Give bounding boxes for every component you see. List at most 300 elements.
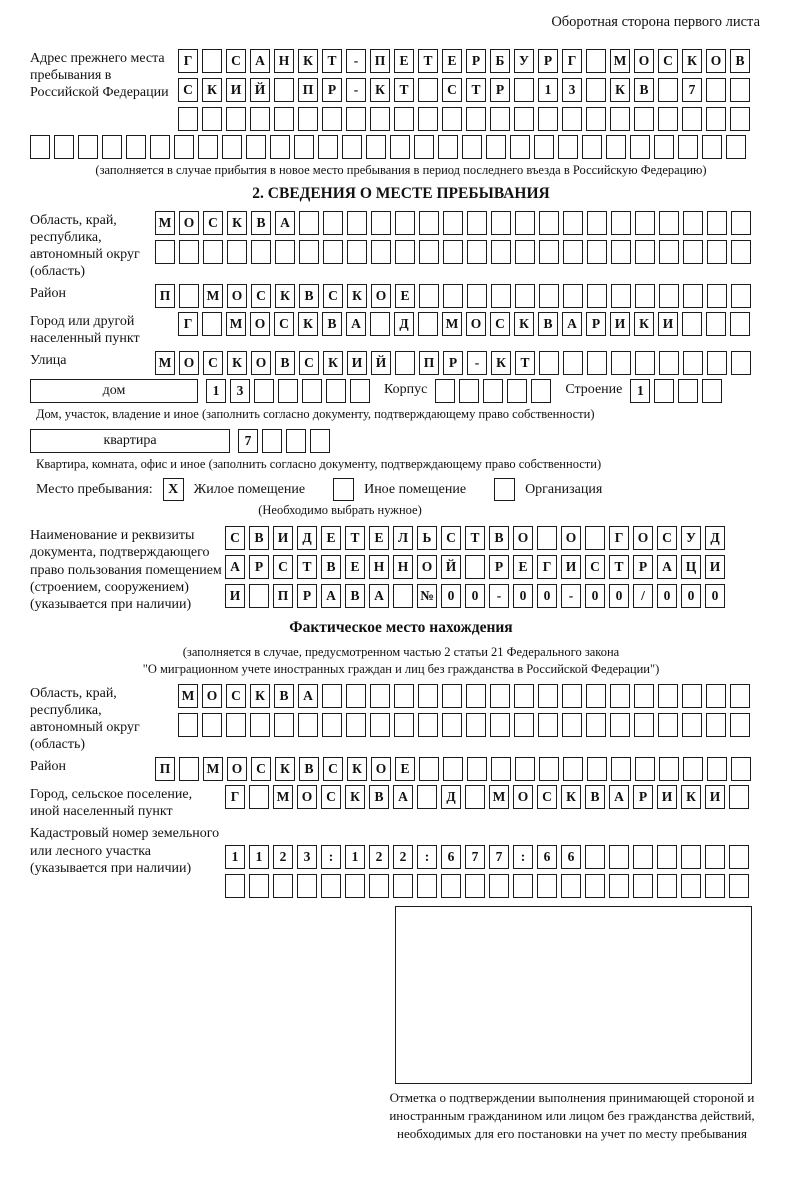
char-box[interactable]: К bbox=[681, 785, 701, 809]
char-box[interactable]: Р bbox=[586, 312, 606, 336]
char-box[interactable]: С bbox=[251, 757, 271, 781]
char-box[interactable]: Р bbox=[490, 78, 510, 102]
char-box[interactable] bbox=[562, 107, 582, 131]
char-box[interactable] bbox=[563, 284, 583, 308]
char-box[interactable] bbox=[585, 874, 605, 898]
char-box[interactable] bbox=[514, 78, 534, 102]
char-box[interactable]: С bbox=[203, 351, 223, 375]
char-box[interactable] bbox=[654, 135, 674, 159]
char-box[interactable] bbox=[491, 284, 511, 308]
char-box[interactable] bbox=[585, 845, 605, 869]
char-box[interactable] bbox=[419, 240, 439, 264]
char-box[interactable] bbox=[731, 757, 751, 781]
char-box[interactable] bbox=[538, 713, 558, 737]
char-box[interactable] bbox=[659, 284, 679, 308]
char-box[interactable] bbox=[731, 211, 751, 235]
char-box[interactable] bbox=[414, 135, 434, 159]
char-box[interactable] bbox=[729, 845, 749, 869]
char-box[interactable]: М bbox=[226, 312, 246, 336]
char-box[interactable] bbox=[515, 757, 535, 781]
char-box[interactable] bbox=[609, 845, 629, 869]
char-box[interactable]: У bbox=[681, 526, 701, 550]
char-box[interactable] bbox=[586, 107, 606, 131]
char-box[interactable]: 2 bbox=[273, 845, 293, 869]
char-box[interactable]: Н bbox=[369, 555, 389, 579]
char-box[interactable]: Т bbox=[466, 78, 486, 102]
char-box[interactable]: И bbox=[610, 312, 630, 336]
char-box[interactable] bbox=[226, 713, 246, 737]
char-box[interactable]: В bbox=[730, 49, 750, 73]
char-box[interactable] bbox=[489, 874, 509, 898]
char-box[interactable] bbox=[563, 211, 583, 235]
char-box[interactable]: Т bbox=[515, 351, 535, 375]
char-box[interactable] bbox=[150, 135, 170, 159]
char-box[interactable]: К bbox=[298, 49, 318, 73]
char-box[interactable]: С bbox=[323, 757, 343, 781]
char-box[interactable] bbox=[731, 284, 751, 308]
char-box[interactable] bbox=[250, 713, 270, 737]
char-box[interactable]: К bbox=[610, 78, 630, 102]
char-box[interactable] bbox=[298, 107, 318, 131]
char-box[interactable] bbox=[531, 379, 551, 403]
char-box[interactable]: О bbox=[251, 351, 271, 375]
checkbox-organization[interactable] bbox=[494, 478, 515, 501]
char-box[interactable] bbox=[563, 351, 583, 375]
char-box[interactable] bbox=[705, 845, 725, 869]
char-box[interactable] bbox=[702, 379, 722, 403]
char-box[interactable] bbox=[491, 211, 511, 235]
char-box[interactable] bbox=[418, 684, 438, 708]
char-box[interactable]: О bbox=[371, 757, 391, 781]
char-box[interactable] bbox=[274, 107, 294, 131]
char-box[interactable]: : bbox=[417, 845, 437, 869]
char-box[interactable]: О bbox=[633, 526, 653, 550]
char-box[interactable] bbox=[483, 379, 503, 403]
char-box[interactable] bbox=[657, 874, 677, 898]
char-box[interactable] bbox=[507, 379, 527, 403]
char-box[interactable] bbox=[275, 240, 295, 264]
char-box[interactable] bbox=[395, 351, 415, 375]
char-box[interactable] bbox=[419, 211, 439, 235]
char-box[interactable]: Д bbox=[394, 312, 414, 336]
char-box[interactable]: А bbox=[250, 49, 270, 73]
char-box[interactable] bbox=[347, 211, 367, 235]
char-box[interactable]: С bbox=[225, 526, 245, 550]
char-box[interactable]: С bbox=[321, 785, 341, 809]
char-box[interactable]: В bbox=[634, 78, 654, 102]
char-box[interactable]: С bbox=[226, 49, 246, 73]
char-box[interactable] bbox=[441, 874, 461, 898]
char-box[interactable] bbox=[419, 284, 439, 308]
char-box[interactable] bbox=[682, 107, 702, 131]
char-box[interactable] bbox=[534, 135, 554, 159]
char-box[interactable] bbox=[683, 351, 703, 375]
char-box[interactable] bbox=[563, 757, 583, 781]
char-box[interactable]: Р bbox=[249, 555, 269, 579]
char-box[interactable] bbox=[198, 135, 218, 159]
char-box[interactable]: И bbox=[658, 312, 678, 336]
char-box[interactable]: 2 bbox=[393, 845, 413, 869]
char-box[interactable] bbox=[657, 845, 677, 869]
char-box[interactable]: М bbox=[273, 785, 293, 809]
char-box[interactable]: Г bbox=[178, 49, 198, 73]
char-box[interactable] bbox=[658, 107, 678, 131]
char-box[interactable]: К bbox=[561, 785, 581, 809]
char-box[interactable]: С bbox=[299, 351, 319, 375]
char-box[interactable] bbox=[393, 874, 413, 898]
char-box[interactable]: С bbox=[658, 49, 678, 73]
char-box[interactable] bbox=[514, 713, 534, 737]
char-box[interactable]: № bbox=[417, 584, 437, 608]
char-box[interactable] bbox=[707, 240, 727, 264]
char-box[interactable] bbox=[683, 240, 703, 264]
char-box[interactable]: Е bbox=[513, 555, 533, 579]
char-box[interactable]: Е bbox=[345, 555, 365, 579]
char-box[interactable]: П bbox=[298, 78, 318, 102]
char-box[interactable] bbox=[322, 107, 342, 131]
char-box[interactable] bbox=[286, 429, 306, 453]
char-box[interactable]: С bbox=[274, 312, 294, 336]
char-box[interactable] bbox=[510, 135, 530, 159]
char-box[interactable] bbox=[418, 107, 438, 131]
char-box[interactable]: К bbox=[250, 684, 270, 708]
char-box[interactable] bbox=[465, 874, 485, 898]
char-box[interactable] bbox=[490, 107, 510, 131]
char-box[interactable] bbox=[659, 757, 679, 781]
char-box[interactable] bbox=[254, 379, 274, 403]
char-box[interactable] bbox=[587, 284, 607, 308]
char-box[interactable]: В bbox=[322, 312, 342, 336]
char-box[interactable]: О bbox=[227, 284, 247, 308]
char-box[interactable]: А bbox=[609, 785, 629, 809]
char-box[interactable]: - bbox=[489, 584, 509, 608]
char-box[interactable] bbox=[347, 240, 367, 264]
char-box[interactable]: 6 bbox=[537, 845, 557, 869]
char-box[interactable]: К bbox=[514, 312, 534, 336]
char-box[interactable]: В bbox=[249, 526, 269, 550]
char-box[interactable] bbox=[222, 135, 242, 159]
char-box[interactable] bbox=[418, 78, 438, 102]
char-box[interactable]: А bbox=[562, 312, 582, 336]
char-box[interactable] bbox=[681, 874, 701, 898]
char-box[interactable]: Р bbox=[322, 78, 342, 102]
char-box[interactable] bbox=[658, 684, 678, 708]
char-box[interactable] bbox=[390, 135, 410, 159]
char-box[interactable]: С bbox=[490, 312, 510, 336]
char-box[interactable] bbox=[126, 135, 146, 159]
char-box[interactable] bbox=[633, 874, 653, 898]
char-box[interactable]: 7 bbox=[682, 78, 702, 102]
char-box[interactable] bbox=[371, 211, 391, 235]
char-box[interactable] bbox=[251, 240, 271, 264]
char-box[interactable]: О bbox=[371, 284, 391, 308]
char-box[interactable] bbox=[586, 713, 606, 737]
char-box[interactable] bbox=[246, 135, 266, 159]
char-box[interactable] bbox=[658, 713, 678, 737]
char-box[interactable] bbox=[346, 684, 366, 708]
char-box[interactable] bbox=[299, 240, 319, 264]
char-box[interactable]: Т bbox=[394, 78, 414, 102]
char-box[interactable] bbox=[515, 284, 535, 308]
char-box[interactable] bbox=[302, 379, 322, 403]
char-box[interactable]: Ц bbox=[681, 555, 701, 579]
char-box[interactable] bbox=[466, 684, 486, 708]
char-box[interactable]: Е bbox=[369, 526, 389, 550]
char-box[interactable] bbox=[707, 351, 727, 375]
char-box[interactable]: О bbox=[179, 211, 199, 235]
char-box[interactable] bbox=[561, 874, 581, 898]
char-box[interactable]: А bbox=[657, 555, 677, 579]
char-box[interactable]: М bbox=[442, 312, 462, 336]
char-box[interactable] bbox=[227, 240, 247, 264]
char-box[interactable] bbox=[702, 135, 722, 159]
char-box[interactable] bbox=[539, 240, 559, 264]
char-box[interactable]: О bbox=[227, 757, 247, 781]
char-box[interactable]: И bbox=[273, 526, 293, 550]
char-box[interactable]: И bbox=[705, 555, 725, 579]
char-box[interactable]: Г bbox=[537, 555, 557, 579]
char-box[interactable] bbox=[249, 785, 269, 809]
char-box[interactable]: 0 bbox=[657, 584, 677, 608]
char-box[interactable] bbox=[634, 684, 654, 708]
char-box[interactable] bbox=[606, 135, 626, 159]
char-box[interactable]: Л bbox=[393, 526, 413, 550]
char-box[interactable] bbox=[346, 107, 366, 131]
char-box[interactable] bbox=[346, 713, 366, 737]
char-box[interactable]: 3 bbox=[562, 78, 582, 102]
char-box[interactable]: Р bbox=[297, 584, 317, 608]
char-box[interactable] bbox=[611, 211, 631, 235]
char-box[interactable] bbox=[417, 874, 437, 898]
char-box[interactable]: С bbox=[273, 555, 293, 579]
char-box[interactable]: П bbox=[155, 284, 175, 308]
char-box[interactable] bbox=[297, 874, 317, 898]
char-box[interactable] bbox=[250, 107, 270, 131]
char-box[interactable] bbox=[706, 312, 726, 336]
char-box[interactable]: 2 bbox=[369, 845, 389, 869]
char-box[interactable] bbox=[179, 757, 199, 781]
char-box[interactable]: О bbox=[513, 526, 533, 550]
char-box[interactable]: 0 bbox=[681, 584, 701, 608]
char-box[interactable]: С bbox=[251, 284, 271, 308]
char-box[interactable] bbox=[635, 351, 655, 375]
char-box[interactable] bbox=[326, 379, 346, 403]
char-box[interactable]: К bbox=[491, 351, 511, 375]
char-box[interactable] bbox=[659, 351, 679, 375]
char-box[interactable]: В bbox=[275, 351, 295, 375]
char-box[interactable]: А bbox=[346, 312, 366, 336]
char-box[interactable] bbox=[370, 312, 390, 336]
char-box[interactable]: О bbox=[250, 312, 270, 336]
char-box[interactable] bbox=[538, 684, 558, 708]
char-box[interactable] bbox=[514, 684, 534, 708]
char-box[interactable]: В bbox=[299, 757, 319, 781]
char-box[interactable] bbox=[682, 713, 702, 737]
char-box[interactable] bbox=[491, 757, 511, 781]
char-box[interactable] bbox=[202, 312, 222, 336]
char-box[interactable]: - bbox=[467, 351, 487, 375]
char-box[interactable]: 0 bbox=[609, 584, 629, 608]
char-box[interactable] bbox=[179, 284, 199, 308]
char-box[interactable]: К bbox=[275, 284, 295, 308]
char-box[interactable]: И bbox=[225, 584, 245, 608]
char-box[interactable]: 6 bbox=[561, 845, 581, 869]
char-box[interactable] bbox=[586, 49, 606, 73]
char-box[interactable] bbox=[610, 713, 630, 737]
char-box[interactable] bbox=[609, 874, 629, 898]
char-box[interactable] bbox=[705, 874, 725, 898]
char-box[interactable]: П bbox=[419, 351, 439, 375]
char-box[interactable]: О bbox=[417, 555, 437, 579]
char-box[interactable] bbox=[587, 211, 607, 235]
char-box[interactable] bbox=[226, 107, 246, 131]
char-box[interactable] bbox=[513, 874, 533, 898]
char-box[interactable]: С bbox=[442, 78, 462, 102]
char-box[interactable]: Г bbox=[225, 785, 245, 809]
char-box[interactable]: 0 bbox=[465, 584, 485, 608]
char-box[interactable] bbox=[78, 135, 98, 159]
apartment-type-box[interactable]: квартира bbox=[30, 429, 230, 453]
char-box[interactable]: - bbox=[346, 78, 366, 102]
char-box[interactable]: К bbox=[682, 49, 702, 73]
char-box[interactable]: О bbox=[466, 312, 486, 336]
char-box[interactable]: Т bbox=[297, 555, 317, 579]
char-box[interactable]: - bbox=[346, 49, 366, 73]
char-box[interactable] bbox=[435, 379, 455, 403]
char-box[interactable] bbox=[729, 785, 749, 809]
char-box[interactable]: 0 bbox=[537, 584, 557, 608]
char-box[interactable]: Т bbox=[322, 49, 342, 73]
char-box[interactable]: В bbox=[585, 785, 605, 809]
char-box[interactable]: С bbox=[441, 526, 461, 550]
char-box[interactable] bbox=[395, 240, 415, 264]
char-box[interactable]: К bbox=[634, 312, 654, 336]
char-box[interactable] bbox=[659, 211, 679, 235]
char-box[interactable]: К bbox=[227, 211, 247, 235]
char-box[interactable]: М bbox=[203, 284, 223, 308]
char-box[interactable]: О bbox=[706, 49, 726, 73]
char-box[interactable]: К bbox=[323, 351, 343, 375]
char-box[interactable]: В bbox=[345, 584, 365, 608]
char-box[interactable] bbox=[322, 713, 342, 737]
char-box[interactable] bbox=[562, 684, 582, 708]
char-box[interactable]: 1 bbox=[630, 379, 650, 403]
char-box[interactable]: 6 bbox=[441, 845, 461, 869]
char-box[interactable]: П bbox=[273, 584, 293, 608]
char-box[interactable]: 0 bbox=[441, 584, 461, 608]
char-box[interactable] bbox=[202, 713, 222, 737]
char-box[interactable] bbox=[310, 429, 330, 453]
char-box[interactable]: Г bbox=[178, 312, 198, 336]
char-box[interactable]: П bbox=[155, 757, 175, 781]
char-box[interactable] bbox=[178, 713, 198, 737]
char-box[interactable] bbox=[635, 757, 655, 781]
char-box[interactable]: Т bbox=[345, 526, 365, 550]
char-box[interactable] bbox=[731, 351, 751, 375]
char-box[interactable] bbox=[323, 211, 343, 235]
char-box[interactable] bbox=[730, 312, 750, 336]
char-box[interactable] bbox=[707, 284, 727, 308]
char-box[interactable]: С bbox=[178, 78, 198, 102]
char-box[interactable] bbox=[731, 240, 751, 264]
char-box[interactable]: П bbox=[370, 49, 390, 73]
char-box[interactable]: А bbox=[321, 584, 341, 608]
char-box[interactable]: О bbox=[179, 351, 199, 375]
char-box[interactable] bbox=[419, 757, 439, 781]
char-box[interactable] bbox=[155, 240, 175, 264]
char-box[interactable] bbox=[630, 135, 650, 159]
char-box[interactable] bbox=[634, 713, 654, 737]
char-box[interactable] bbox=[539, 284, 559, 308]
char-box[interactable]: 1 bbox=[225, 845, 245, 869]
char-box[interactable] bbox=[270, 135, 290, 159]
char-box[interactable]: Ь bbox=[417, 526, 437, 550]
char-box[interactable] bbox=[706, 713, 726, 737]
char-box[interactable]: В bbox=[251, 211, 271, 235]
char-box[interactable]: Г bbox=[609, 526, 629, 550]
char-box[interactable]: Р bbox=[633, 785, 653, 809]
char-box[interactable]: Т bbox=[609, 555, 629, 579]
char-box[interactable] bbox=[465, 555, 485, 579]
char-box[interactable] bbox=[262, 429, 282, 453]
char-box[interactable] bbox=[730, 684, 750, 708]
char-box[interactable]: К bbox=[347, 757, 367, 781]
char-box[interactable] bbox=[537, 874, 557, 898]
char-box[interactable]: В bbox=[538, 312, 558, 336]
char-box[interactable]: 3 bbox=[230, 379, 250, 403]
char-box[interactable] bbox=[706, 78, 726, 102]
char-box[interactable] bbox=[418, 713, 438, 737]
char-box[interactable]: М bbox=[155, 211, 175, 235]
char-box[interactable] bbox=[610, 684, 630, 708]
char-box[interactable] bbox=[443, 757, 463, 781]
char-box[interactable] bbox=[322, 684, 342, 708]
char-box[interactable] bbox=[442, 713, 462, 737]
char-box[interactable] bbox=[515, 211, 535, 235]
char-box[interactable] bbox=[730, 78, 750, 102]
char-box[interactable] bbox=[467, 240, 487, 264]
char-box[interactable]: Й bbox=[441, 555, 461, 579]
char-box[interactable]: С bbox=[323, 284, 343, 308]
char-box[interactable]: Н bbox=[274, 49, 294, 73]
char-box[interactable]: К bbox=[298, 312, 318, 336]
char-box[interactable]: Е bbox=[442, 49, 462, 73]
char-box[interactable]: Д bbox=[441, 785, 461, 809]
char-box[interactable] bbox=[582, 135, 602, 159]
char-box[interactable]: Н bbox=[393, 555, 413, 579]
char-box[interactable]: 3 bbox=[297, 845, 317, 869]
char-box[interactable]: В bbox=[299, 284, 319, 308]
char-box[interactable] bbox=[707, 211, 727, 235]
char-box[interactable]: К bbox=[347, 284, 367, 308]
char-box[interactable]: - bbox=[561, 584, 581, 608]
char-box[interactable]: М bbox=[155, 351, 175, 375]
char-box[interactable] bbox=[633, 845, 653, 869]
char-box[interactable] bbox=[586, 78, 606, 102]
char-box[interactable] bbox=[442, 684, 462, 708]
char-box[interactable]: Р bbox=[633, 555, 653, 579]
char-box[interactable] bbox=[678, 135, 698, 159]
char-box[interactable]: Й bbox=[250, 78, 270, 102]
char-box[interactable] bbox=[273, 874, 293, 898]
char-box[interactable]: М bbox=[489, 785, 509, 809]
char-box[interactable] bbox=[249, 584, 269, 608]
char-box[interactable] bbox=[418, 312, 438, 336]
char-box[interactable] bbox=[465, 785, 485, 809]
char-box[interactable] bbox=[179, 240, 199, 264]
char-box[interactable] bbox=[350, 379, 370, 403]
char-box[interactable]: Р bbox=[466, 49, 486, 73]
